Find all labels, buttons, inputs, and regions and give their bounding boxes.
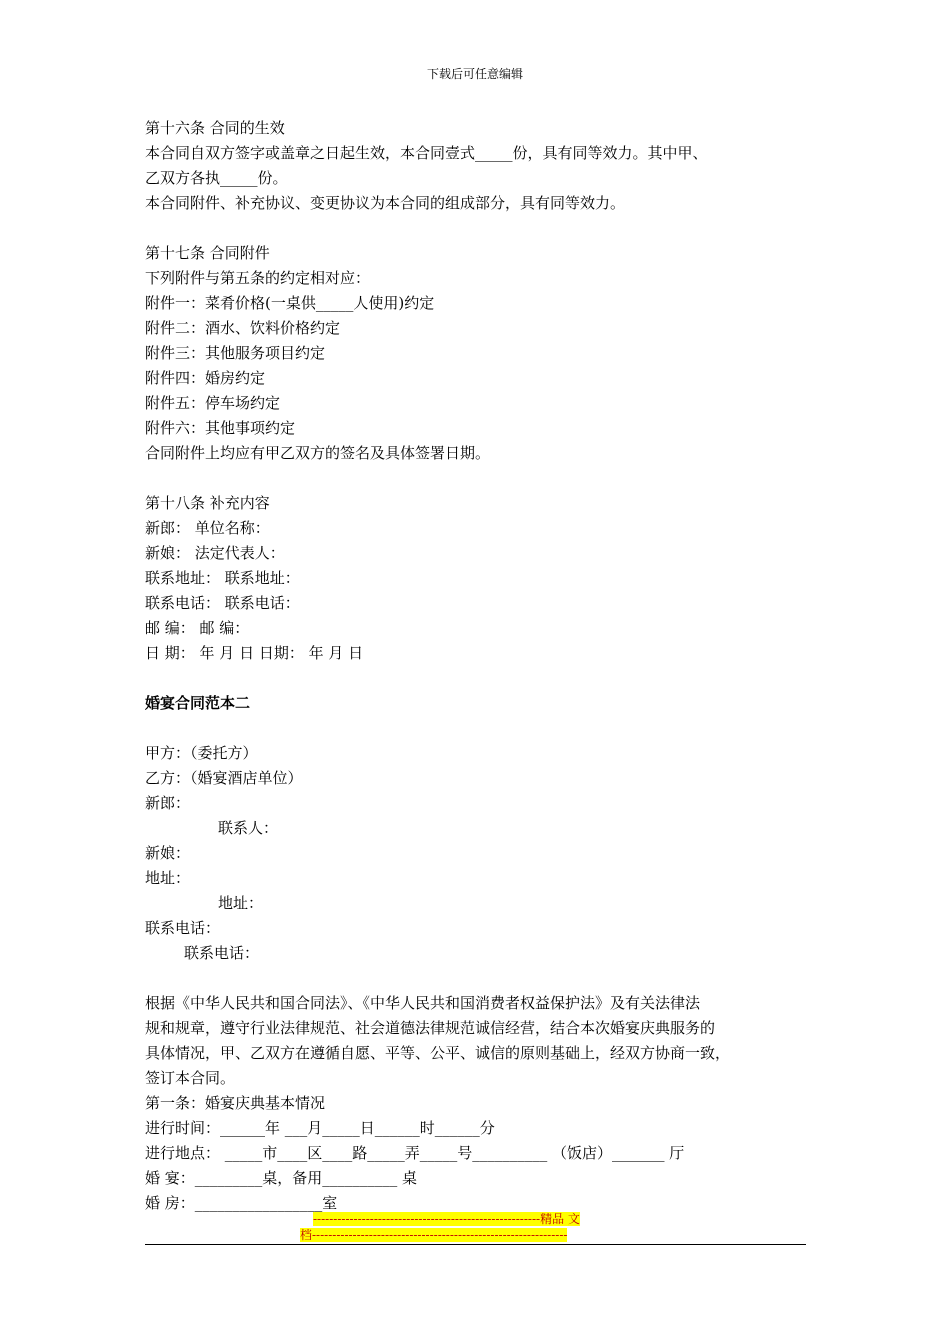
text-line: 附件六：其他事项约定 (145, 419, 296, 437)
text-line: 本合同自双方签字或盖章之日起生效，本合同壹式_____份，具有同等效力。其中甲、 (145, 144, 708, 162)
text-line: 乙方：（婚宴酒店单位） (145, 769, 303, 787)
text-line: 联系电话： 联系电话： (145, 594, 300, 612)
text-line: 联系人： (218, 819, 279, 837)
text-line: 新娘： 法定代表人： (145, 544, 285, 562)
footer-watermark-line-1: --------------------------------------------------------精品 文 (313, 1212, 580, 1226)
blank-line (145, 466, 810, 491)
text-line: 联系地址： 联系地址： (145, 569, 300, 587)
text-line: 第十八条 补充内容 (145, 494, 270, 512)
text-line: 附件三：其他服务项目约定 (145, 344, 326, 362)
text-line: 第一条：婚宴庆典基本情况 (145, 1094, 326, 1112)
text-line: 附件五：停车场约定 (145, 394, 281, 412)
text-line: 第十六条 合同的生效 (145, 119, 285, 137)
text-line: 新郎： (145, 794, 191, 812)
text-line: 合同附件上均应有甲乙双方的签名及具体签署日期。 (145, 444, 491, 462)
blank-line (145, 666, 810, 691)
text-line: 附件四：婚房约定 (145, 369, 266, 387)
footer-watermark-line-2: 档--------------------------------------------------------------- (300, 1228, 568, 1242)
blank-line (145, 966, 810, 991)
footer-rule (145, 1244, 806, 1245)
text-line: 附件一：菜肴价格(一桌供_____人使用)约定 (145, 294, 435, 312)
text-line: 乙双方各执_____份。 (145, 169, 288, 187)
text-line: 地址： (218, 894, 264, 912)
text-line: 甲方：（委托方） (145, 744, 258, 762)
text-line: 婚 房：_________________室 (145, 1194, 338, 1212)
text-line: 具体情况，甲、乙双方在遵循自愿、平等、公平、诚信的原则基础上，经双方协商一致， (145, 1044, 731, 1062)
text-line: 邮 编： 邮 编： (145, 619, 250, 637)
text-line: 进行时间：______年 ___月_____日______时______分 (145, 1119, 495, 1137)
text-line: 地址： (145, 869, 191, 887)
page-header: 下载后可任意编辑 (426, 67, 523, 81)
text-line: 第十七条 合同附件 (145, 244, 270, 262)
blank-line (145, 216, 810, 241)
text-line: 签订本合同。 (145, 1069, 236, 1087)
text-line: 进行地点： _____市____区____路_____弄_____号__________ （饭店）_______ 厅 (145, 1144, 685, 1162)
section-title: 婚宴合同范本二 (145, 694, 251, 712)
text-line: 新娘： (145, 844, 191, 862)
footer-watermark (300, 1211, 650, 1243)
text-line: 下列附件与第五条的约定相对应： (145, 269, 371, 287)
text-line: 本合同附件、补充协议、变更协议为本合同的组成部分，具有同等效力。 (145, 194, 626, 212)
document-body (145, 116, 810, 1216)
text-line: 根据《中华人民共和国合同法》、《中华人民共和国消费者权益保护法》及有关法律法 (145, 994, 701, 1012)
text-line: 联系电话： (184, 944, 260, 962)
text-line: 婚 宴：_________桌，备用__________ 桌 (145, 1169, 418, 1187)
text-line: 规和规章，遵守行业法律规范、社会道德法律规范诚信经营，结合本次婚宴庆典服务的 (145, 1019, 716, 1037)
text-line: 联系电话： (145, 919, 221, 937)
text-line: 新郎： 单位名称： (145, 519, 270, 537)
text-line: 附件二：酒水、饮料价格约定 (145, 319, 341, 337)
text-line: 日 期： 年 月 日 日期： 年 月 日 (145, 644, 364, 662)
blank-line (145, 716, 810, 741)
